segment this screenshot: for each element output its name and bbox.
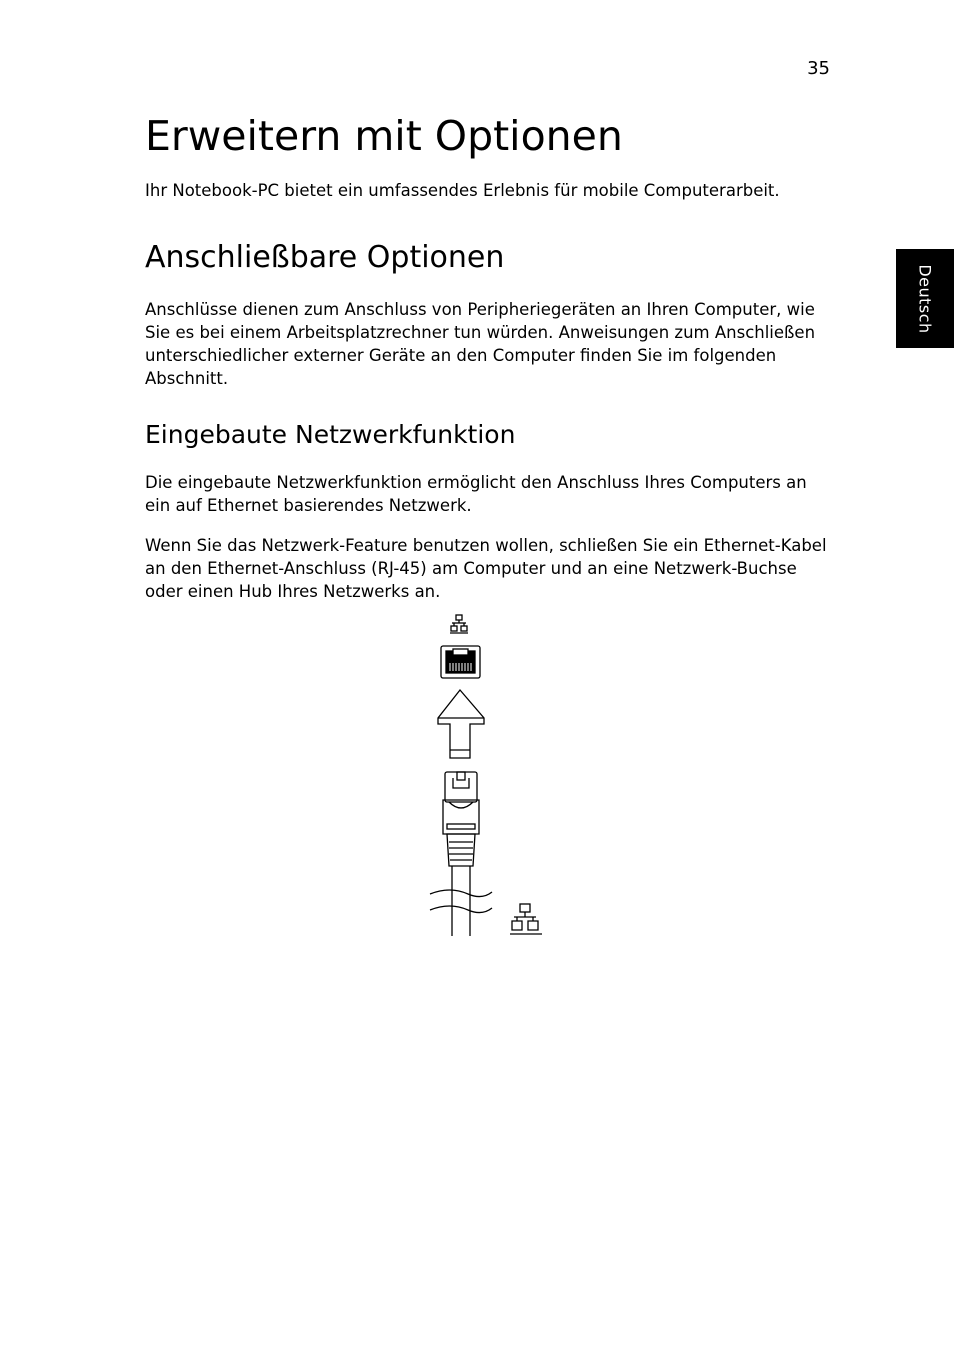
rj45-port-icon [441,646,480,678]
page-title: Erweitern mit Optionen [145,112,623,160]
language-tab [896,249,954,348]
network-icon [510,904,542,934]
section-paragraph-options: Anschlüsse dienen zum Anschluss von Peripheriegeräten an Ihren Computer, wie Sie es bei einem Arbeitsplatzrechner tun würden. Anweisungen zum Anschließen unterschiedlicher externer Geräte an den Computer finden Sie im folgenden Abschnitt. [145,300,816,388]
page-number: 35 [807,58,830,79]
section-heading-options: Anschließbare Optionen [145,240,505,275]
intro-text: Ihr Notebook-PC bietet ein umfassendes Erlebnis für mobile Computerarbeit. [145,181,780,200]
ethernet-connection-figure [420,610,560,940]
cable-break-icon [430,866,492,936]
network-paragraph-1: Die eingebaute Netzwerkfunktion ermöglicht den Anschluss Ihres Computers an ein auf Ethernet basierendes Netzwerk. [145,473,807,515]
arrow-up-icon [438,690,484,758]
network-icon [450,615,468,633]
rj45-plug-icon [443,772,479,866]
section-heading-network: Eingebaute Netzwerkfunktion [145,420,516,449]
language-tab-label: Deutsch [915,263,935,334]
network-paragraph-2: Wenn Sie das Netzwerk-Feature benutzen wollen, schließen Sie ein Ethernet-Kabel an den Ethernet-Anschluss (RJ-45) am Computer und an eine Netzwerk-Buchse oder einen Hub Ihres Netzwerks an. [145,536,827,601]
